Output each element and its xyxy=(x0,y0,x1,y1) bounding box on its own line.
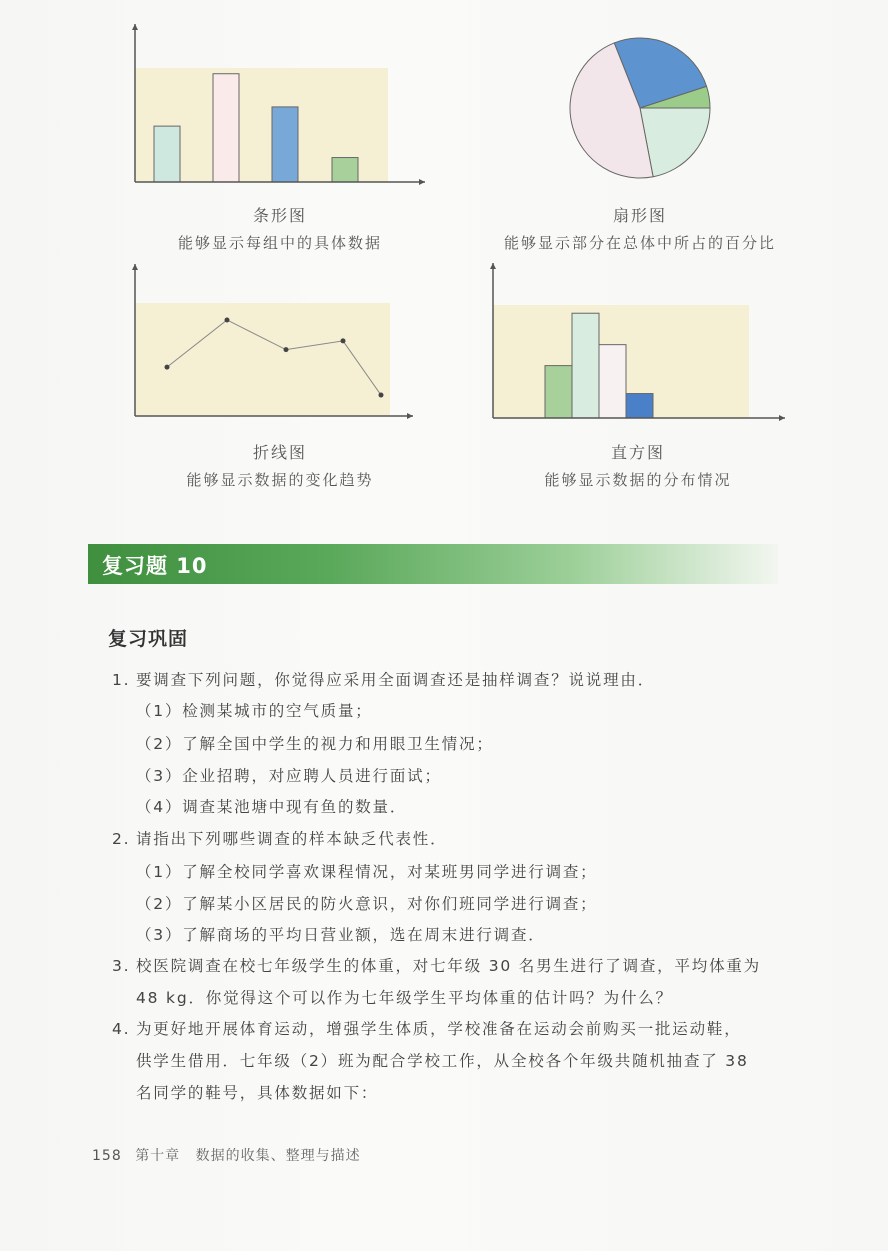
pie-chart-desc: 能够显示部分在总体中所占的百分比 xyxy=(503,234,776,252)
page-number: 158 xyxy=(92,1148,122,1164)
exercise-text: （2）了解某小区居民的防火意识，对你们班同学进行调查； xyxy=(136,895,598,913)
y-axis-arrow xyxy=(132,264,138,270)
page-footer xyxy=(92,1145,361,1165)
exercise-line xyxy=(136,1081,378,1103)
section-banner xyxy=(88,544,778,584)
exercise-line xyxy=(136,892,597,914)
exercise-number: 2. xyxy=(112,830,131,848)
bar xyxy=(154,126,180,182)
exercise-number: 4. xyxy=(112,1020,131,1038)
exercise-text: 48 kg．你觉得这个可以作为七年级学生平均体重的估计吗？为什么？ xyxy=(136,989,673,1007)
exercise-line xyxy=(136,1049,749,1071)
histogram-bar xyxy=(572,313,599,418)
data-point xyxy=(341,338,346,343)
exercise-line xyxy=(136,986,673,1008)
plot-background xyxy=(135,303,390,416)
exercise-text: （3）企业招聘，对应聘人员进行面试； xyxy=(136,767,442,785)
x-axis-arrow xyxy=(419,179,425,185)
data-point xyxy=(379,393,384,398)
exercise-line xyxy=(112,954,761,976)
exercise-number: 3. xyxy=(112,957,131,975)
pie-chart xyxy=(560,30,720,190)
exercise-line xyxy=(112,1017,742,1039)
exercise-line xyxy=(136,795,407,817)
exercise-text: 为更好地开展体育运动，增强学生体质，学校准备在运动会前购买一批运动鞋， xyxy=(136,1020,742,1038)
histogram-figure xyxy=(478,258,788,423)
exercise-line xyxy=(112,827,447,849)
exercise-text: （1）了解全校同学喜欢课程情况，对某班男同学进行调查； xyxy=(136,863,598,881)
pie-chart-name: 扇形图 xyxy=(612,206,667,225)
chapter-title: 数据的收集、整理与描述 xyxy=(195,1148,361,1164)
bar-chart-figure xyxy=(120,20,440,200)
line-chart-figure xyxy=(120,258,420,423)
exercise-text: （1）检测某城市的空气质量； xyxy=(136,702,373,720)
x-axis-arrow xyxy=(779,415,785,421)
histogram-bar xyxy=(599,345,626,418)
bar xyxy=(272,107,298,182)
data-point xyxy=(165,365,170,370)
exercise-text: （2）了解全国中学生的视力和用眼卫生情况； xyxy=(136,735,494,753)
chapter-label: 第十章 xyxy=(135,1148,181,1164)
bar xyxy=(213,74,239,182)
bar-chart-name: 条形图 xyxy=(252,206,307,225)
exercise-text: 要调查下列问题，你觉得应采用全面调查还是抽样调查？说说理由． xyxy=(136,671,656,689)
exercise-line xyxy=(136,732,494,754)
bar-chart-desc: 能够显示每组中的具体数据 xyxy=(177,234,382,252)
data-point xyxy=(225,317,230,322)
y-axis-arrow xyxy=(490,263,496,269)
exercise-line xyxy=(112,668,655,690)
data-point xyxy=(284,347,289,352)
bar-chart xyxy=(120,20,440,200)
line-chart xyxy=(120,258,420,423)
exercise-line xyxy=(136,923,546,945)
histogram-bar xyxy=(626,394,653,418)
line-chart-name: 折线图 xyxy=(252,443,307,462)
exercise-text: （3）了解商场的平均日营业额，选在周末进行调查． xyxy=(136,926,546,944)
section-subtitle: 复习巩固 xyxy=(108,628,189,650)
exercise-line xyxy=(136,860,597,882)
histogram-bar xyxy=(545,366,572,418)
exercise-text: 供学生借用．七年级（2）班为配合学校工作，从全校各个年级共随机抽查了 38 xyxy=(136,1052,749,1070)
histogram-name: 直方图 xyxy=(610,443,665,462)
histogram-desc: 能够显示数据的分布情况 xyxy=(544,471,732,489)
exercise-text: 请指出下列哪些调查的样本缺乏代表性． xyxy=(136,830,448,848)
line-chart-desc: 能够显示数据的变化趋势 xyxy=(186,471,374,489)
exercise-text: 名同学的鞋号，具体数据如下： xyxy=(136,1084,379,1102)
bar xyxy=(332,158,358,182)
exercise-text: 校医院调查在校七年级学生的体重，对七年级 30 名男生进行了调查，平均体重为 xyxy=(136,957,761,975)
histogram-chart xyxy=(478,258,788,423)
exercise-line xyxy=(136,699,373,721)
exercise-number: 1. xyxy=(112,671,131,689)
y-axis-arrow xyxy=(132,24,138,30)
exercise-line xyxy=(136,764,442,786)
exercise-text: （4）调查某池塘中现有鱼的数量． xyxy=(136,798,408,816)
pie-chart-figure xyxy=(560,30,720,190)
x-axis-arrow xyxy=(407,413,413,419)
section-banner-title: 复习题 10 xyxy=(102,554,208,578)
